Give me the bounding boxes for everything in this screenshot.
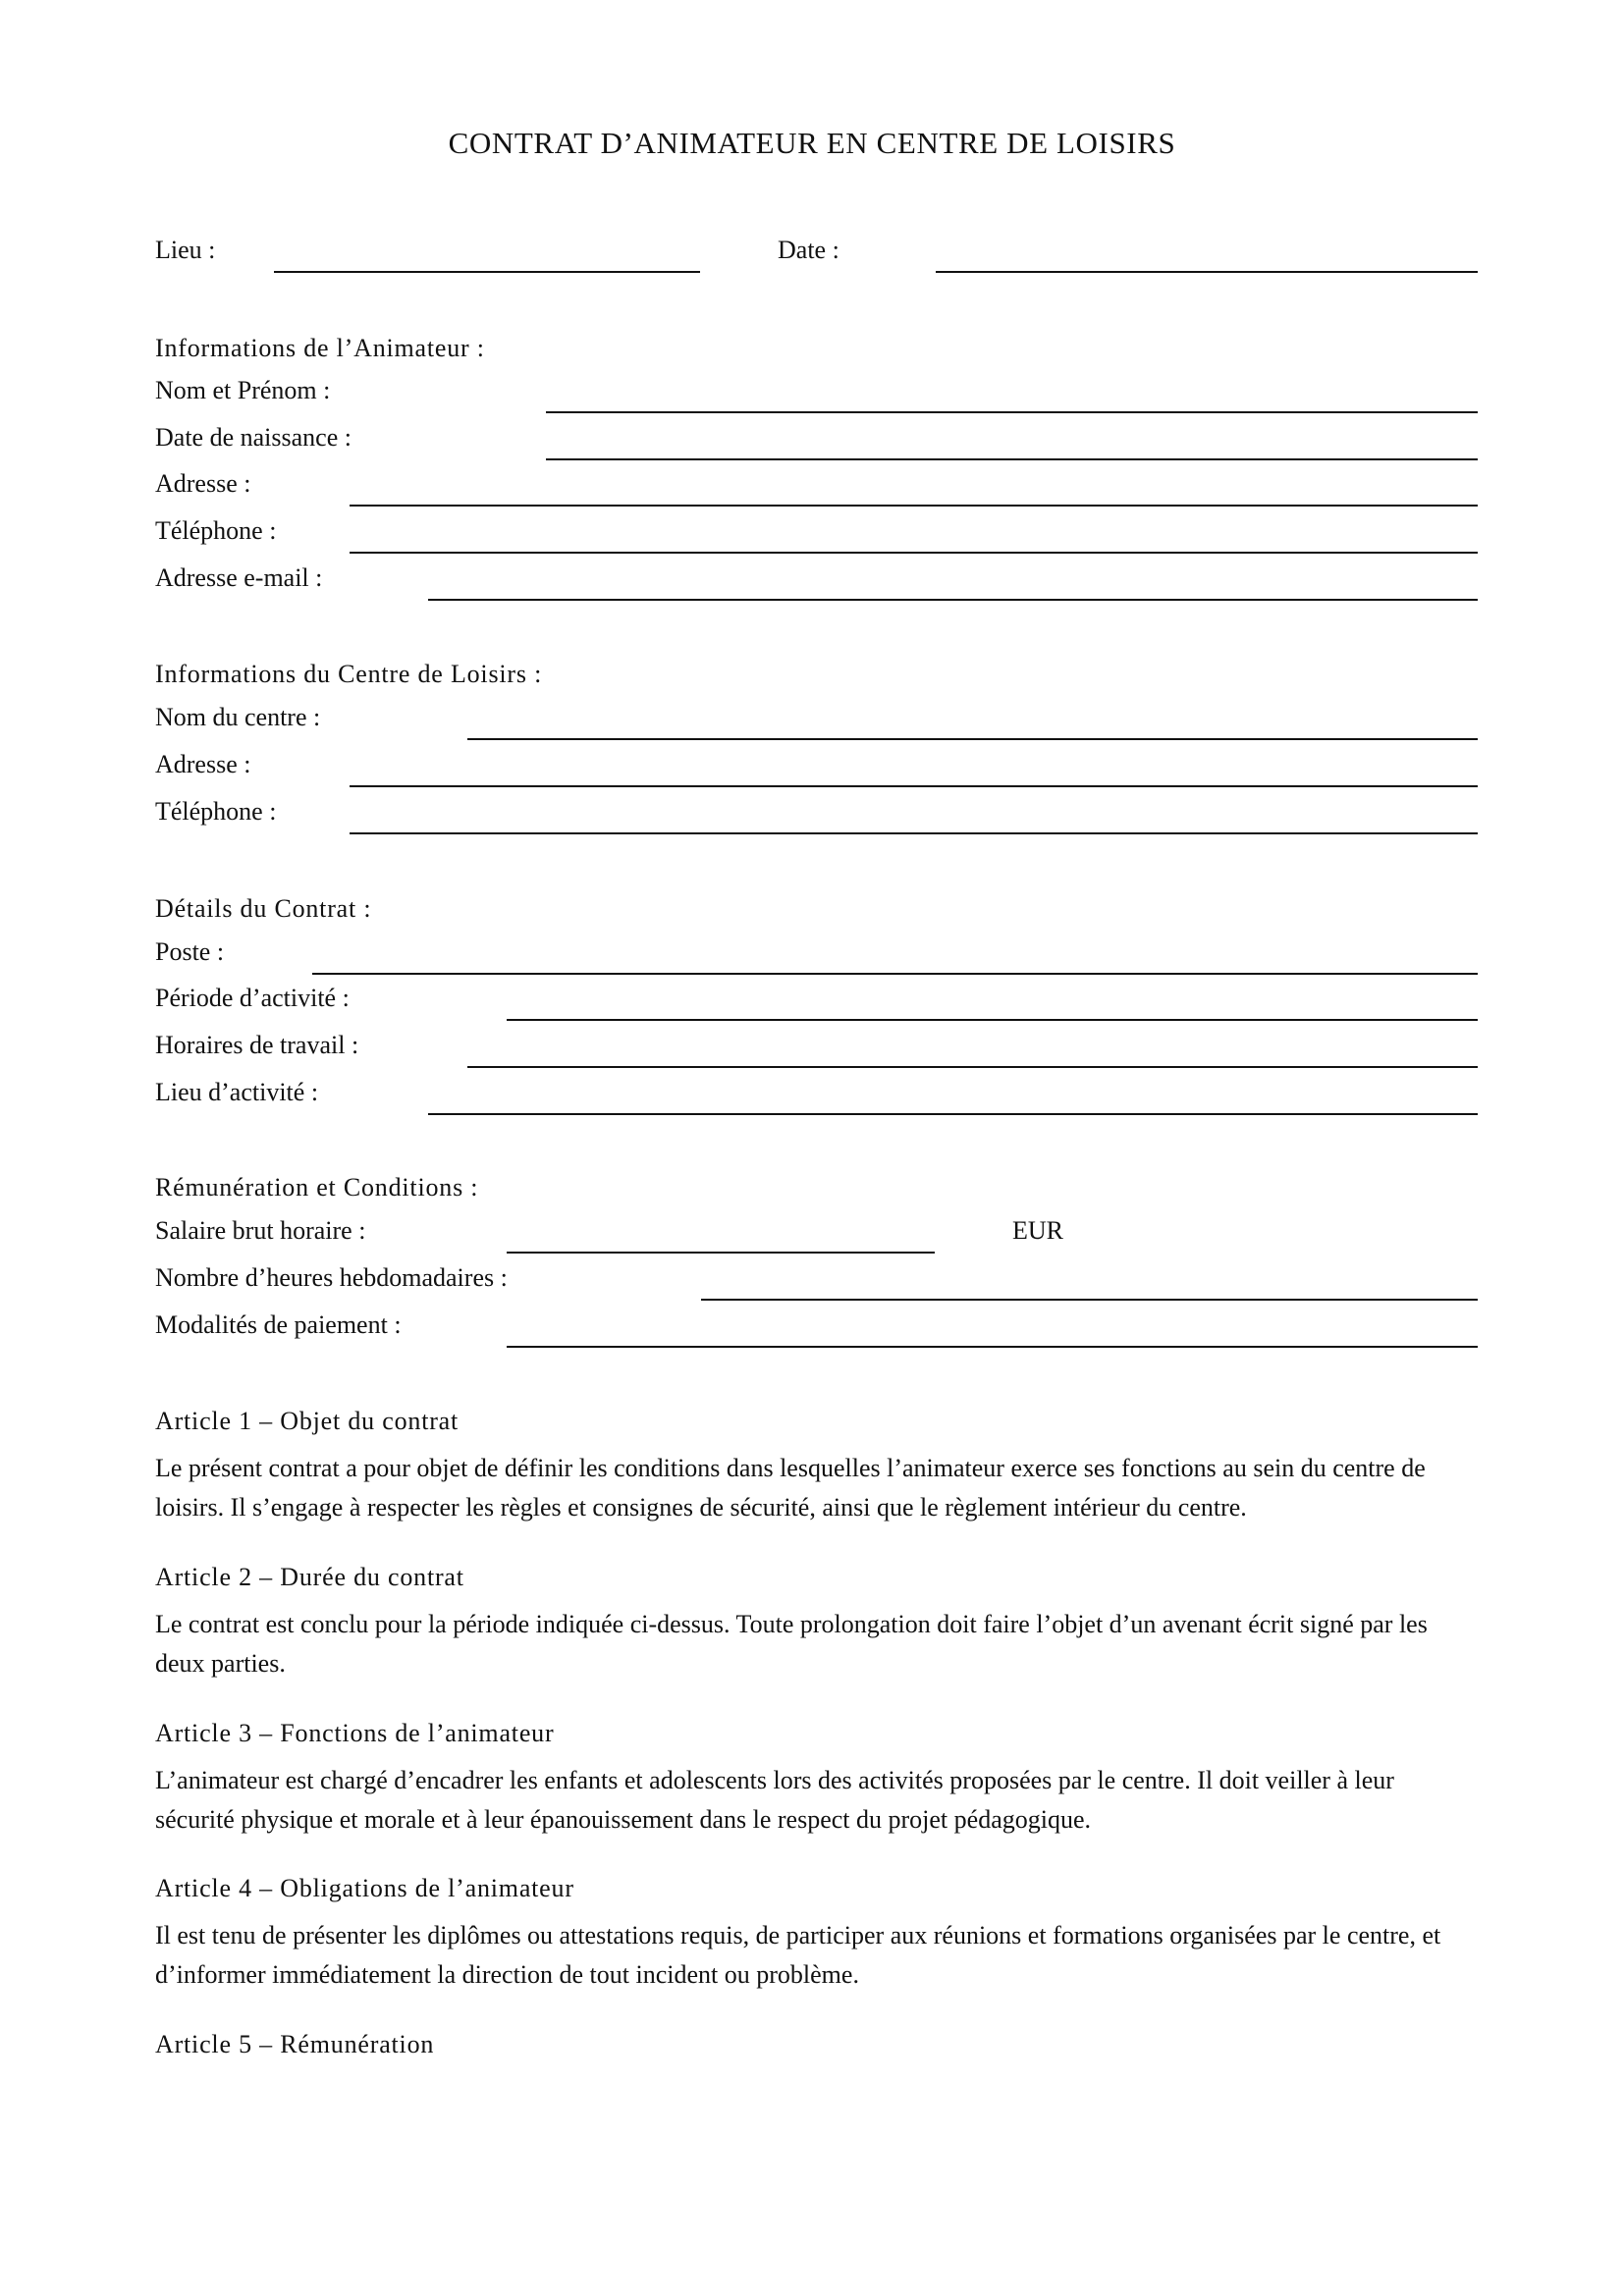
field-label: Modalités de paiement : xyxy=(155,1310,402,1339)
poste-input-line[interactable] xyxy=(312,973,1478,975)
field-row-email xyxy=(155,556,1478,601)
centre-telephone-input-line[interactable] xyxy=(350,832,1478,834)
field-label: Lieu d’activité : xyxy=(155,1078,319,1106)
field-row-salaire xyxy=(155,1208,1478,1254)
lieu-date-row xyxy=(155,228,1478,273)
field-label: Adresse e-mail : xyxy=(155,563,323,592)
field-row-poste xyxy=(155,930,1478,975)
section-heading-animateur: Informations de l’Animateur : xyxy=(155,334,485,362)
article-1-text: Le présent contrat a pour objet de définir les conditions dans lesquelles l’animateur exerce ses fonctions au sein du centre de loisirs. Il s’engage à respecter les règles et consignes de sécurité, ainsi que le règlement intérieur du centre. xyxy=(155,1454,1426,1522)
modalites-input-line[interactable] xyxy=(507,1346,1478,1348)
nom-centre-input-line[interactable] xyxy=(467,738,1478,740)
field-label: Adresse : xyxy=(155,750,251,778)
adresse-input-line[interactable] xyxy=(350,505,1478,507)
article-3-text: L’animateur est chargé d’encadrer les enfants et adolescents lors des activités proposées par le centre. Il doit veiller à leur sécurité physique et morale et à leur épanouissement dans le respect du projet pédagogique. xyxy=(155,1766,1394,1834)
article-4-text: Il est tenu de présenter les diplômes ou attestations requis, de participer aux réunions et formations organisées par le centre, et d’informer immédiatement la direction de tout incident ou problème. xyxy=(155,1921,1441,1989)
salaire-input-line[interactable] xyxy=(507,1252,935,1254)
field-label: Date de naissance : xyxy=(155,423,352,452)
field-row-lieu-activite xyxy=(155,1070,1478,1115)
article-2-text: Le contrat est conclu pour la période indiquée ci-dessus. Toute prolongation doit faire l’objet d’un avenant écrit signé par les deux parties. xyxy=(155,1610,1428,1678)
field-row-date-naissance xyxy=(155,415,1478,460)
field-label: Salaire brut horaire : xyxy=(155,1216,366,1245)
article-5-title: Article 5 – Rémunération xyxy=(155,2030,435,2058)
field-label: Nom et Prénom : xyxy=(155,376,331,404)
periode-input-line[interactable] xyxy=(507,1019,1478,1021)
field-label: Nom du centre : xyxy=(155,703,321,731)
field-row-adresse xyxy=(155,461,1478,507)
lieu-activite-input-line[interactable] xyxy=(428,1113,1478,1115)
field-row-nom-prenom xyxy=(155,368,1478,413)
nom-prenom-input-line[interactable] xyxy=(546,411,1478,413)
article-2-title: Article 2 – Durée du contrat xyxy=(155,1563,464,1591)
date-label: Date : xyxy=(778,236,839,264)
field-label: Poste : xyxy=(155,937,225,966)
date-input-line[interactable] xyxy=(936,271,1478,273)
field-row-heures xyxy=(155,1255,1478,1301)
field-label: Téléphone : xyxy=(155,516,277,545)
field-label: Nombre d’heures hebdomadaires : xyxy=(155,1263,508,1292)
field-label: Téléphone : xyxy=(155,797,277,826)
document-title: CONTRAT D’ANIMATEUR EN CENTRE DE LOISIRS xyxy=(448,126,1176,160)
horaires-input-line[interactable] xyxy=(467,1066,1478,1068)
section-heading-centre: Informations du Centre de Loisirs : xyxy=(155,660,543,688)
article-3-title: Article 3 – Fonctions de l’animateur xyxy=(155,1719,555,1747)
field-row-centre-telephone xyxy=(155,789,1478,834)
field-label: Horaires de travail : xyxy=(155,1031,359,1059)
field-row-nom-centre xyxy=(155,695,1478,740)
field-row-modalites xyxy=(155,1303,1478,1348)
lieu-label: Lieu : xyxy=(155,236,216,264)
telephone-input-line[interactable] xyxy=(350,552,1478,554)
field-row-horaires xyxy=(155,1023,1478,1068)
field-label: Adresse : xyxy=(155,469,251,498)
field-row-periode xyxy=(155,976,1478,1021)
field-row-telephone xyxy=(155,508,1478,554)
section-heading-contrat: Détails du Contrat : xyxy=(155,894,372,923)
date-naissance-input-line[interactable] xyxy=(546,458,1478,460)
heures-input-line[interactable] xyxy=(701,1299,1478,1301)
lieu-input-line[interactable] xyxy=(274,271,700,273)
centre-adresse-input-line[interactable] xyxy=(350,785,1478,787)
article-4-title: Article 4 – Obligations de l’animateur xyxy=(155,1874,574,1902)
section-heading-remuneration: Rémunération et Conditions : xyxy=(155,1173,479,1201)
currency-label: EUR xyxy=(1012,1216,1063,1245)
article-1-title: Article 1 – Objet du contrat xyxy=(155,1407,460,1435)
field-row-centre-adresse xyxy=(155,742,1478,787)
field-label: Période d’activité : xyxy=(155,984,350,1012)
email-input-line[interactable] xyxy=(428,599,1478,601)
